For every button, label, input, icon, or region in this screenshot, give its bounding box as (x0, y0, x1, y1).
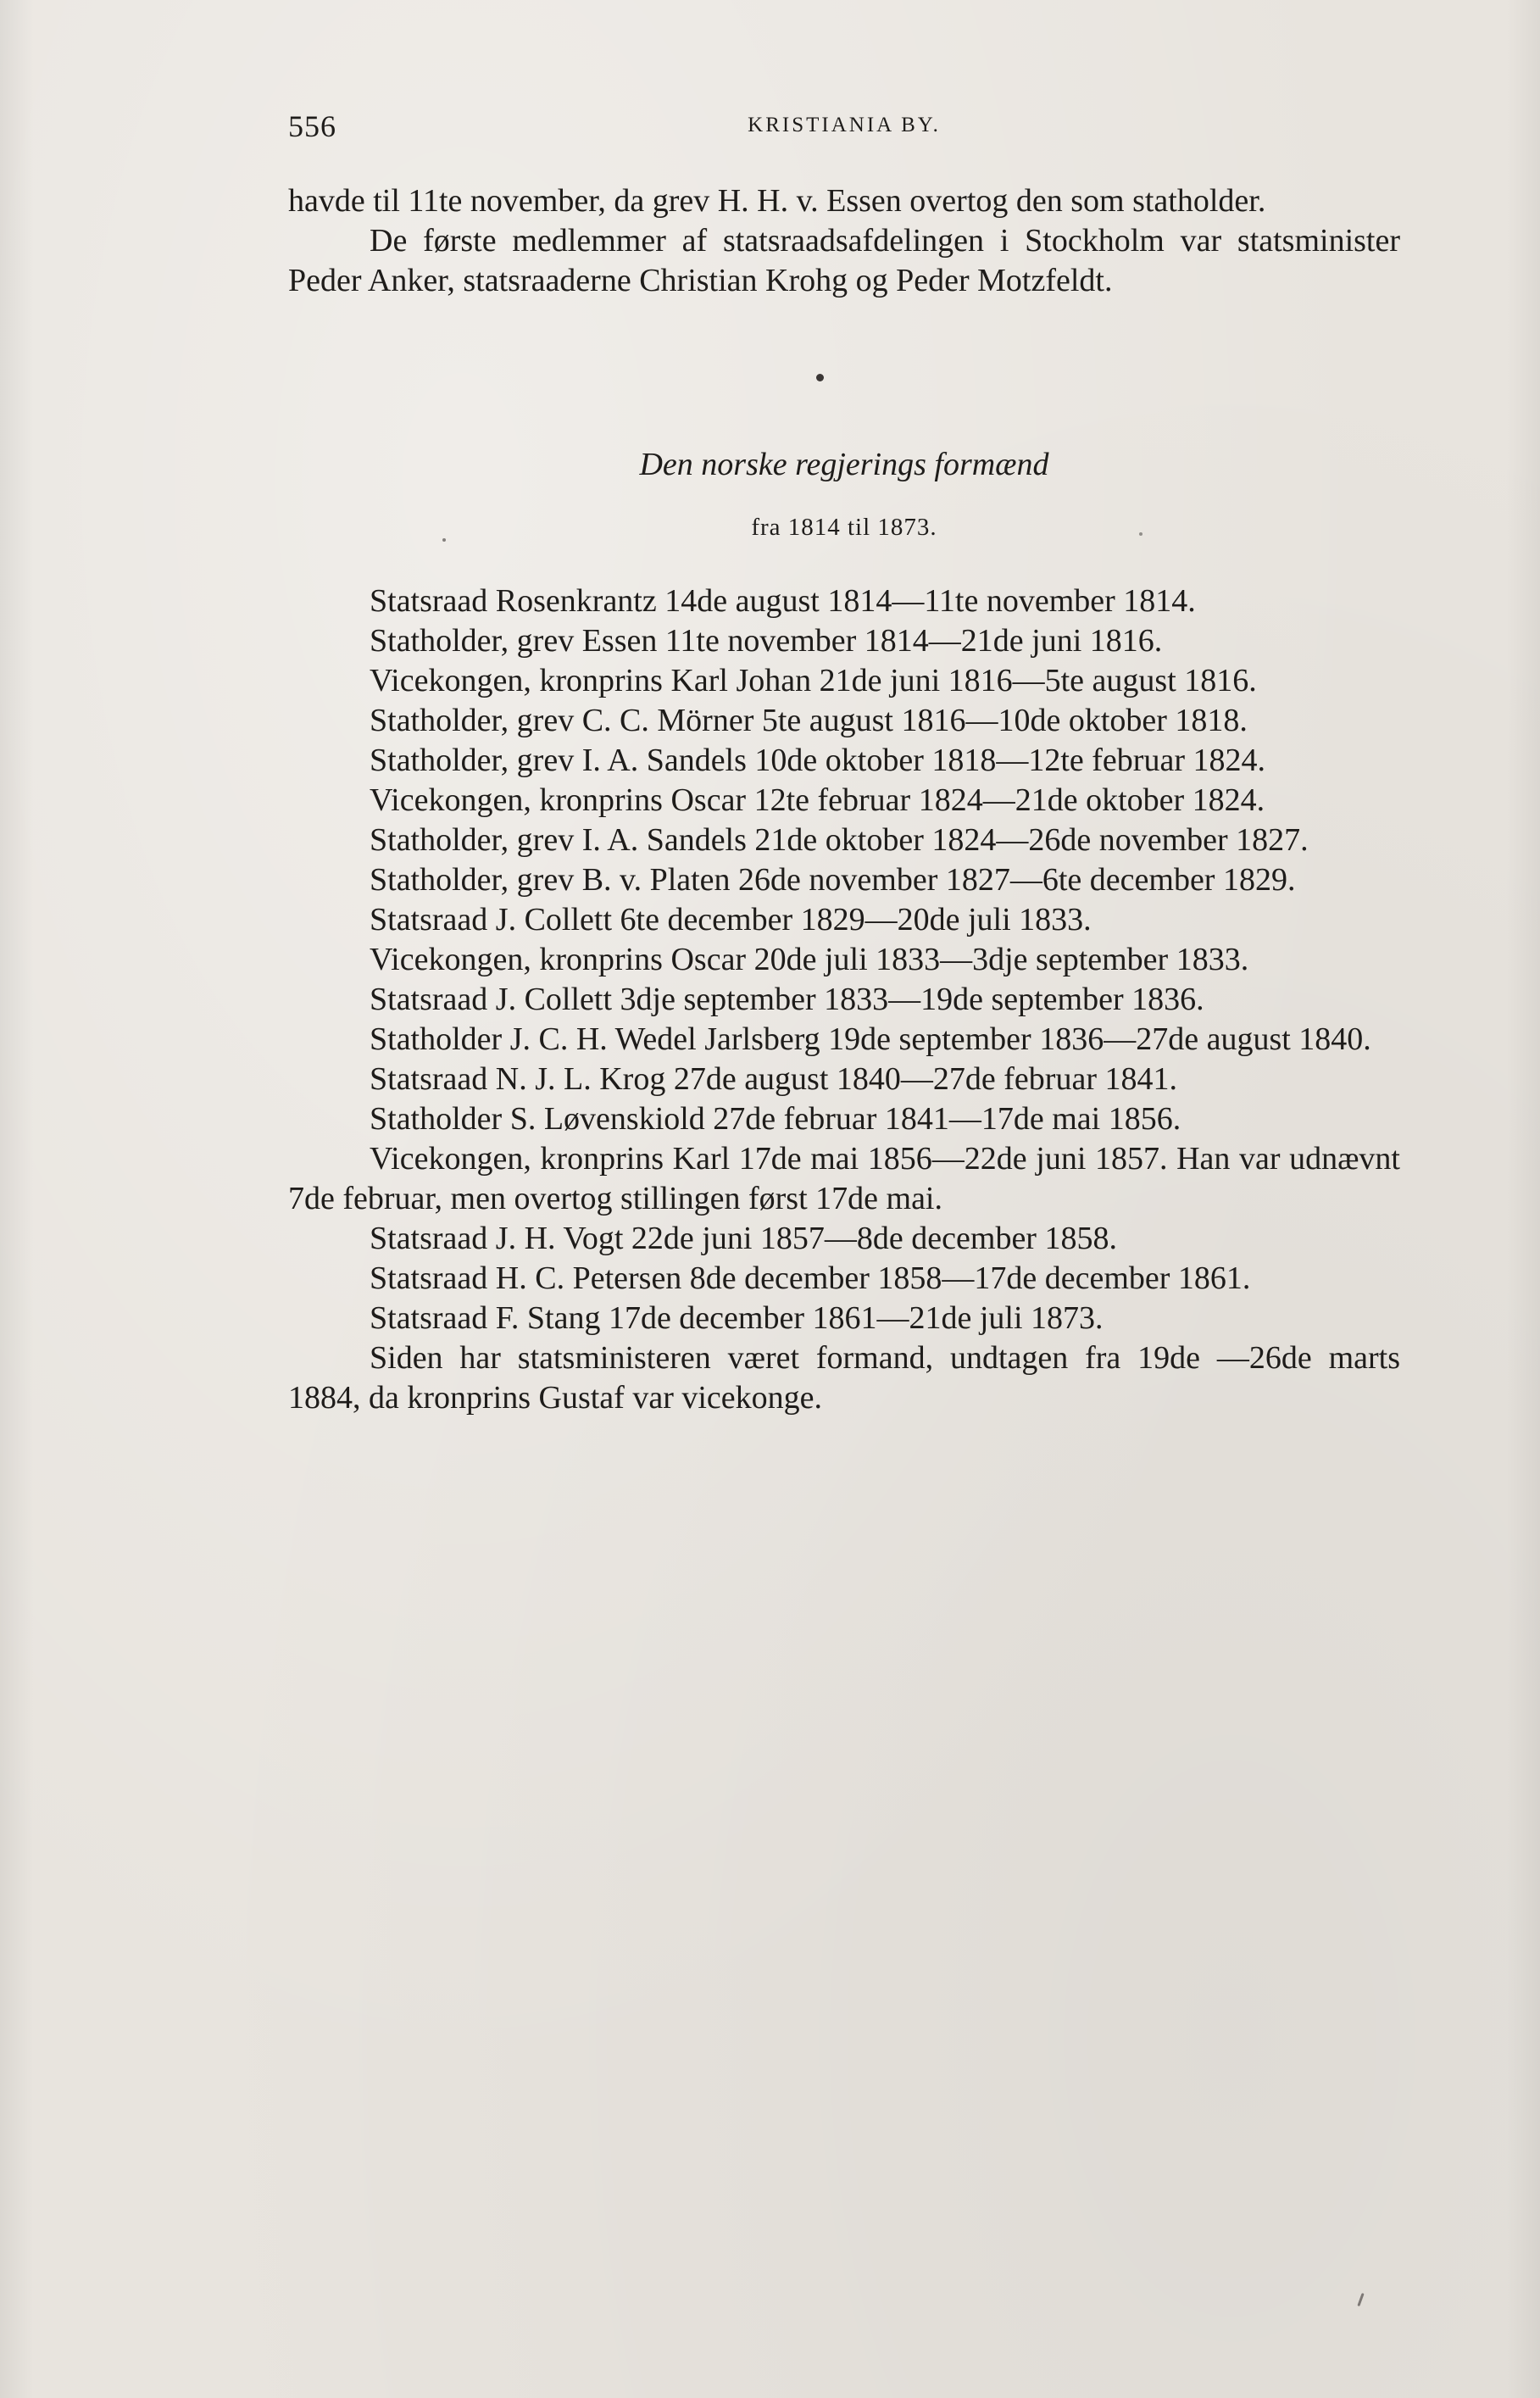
regency-list (288, 581, 1400, 1418)
list-item: Vicekongen, kronprins Karl Johan 21de juni 1816—5te august 1816. (370, 663, 1257, 698)
ink-speck (442, 538, 446, 542)
ink-speck (1139, 532, 1142, 536)
list-item: Statholder, grev I. A. Sandels 10de oktober 1818—12te februar 1824. (370, 743, 1265, 778)
section-title: Den norske regjerings formænd (639, 447, 1049, 482)
ink-speck (816, 374, 824, 381)
running-title: KRISTIANIA BY. (748, 114, 941, 136)
list-item: Statsraad J. Collett 6te december 1829—20de juli 1833. (370, 902, 1092, 938)
page-edge-shadow-right (1506, 0, 1540, 2398)
list-item: Statsraad Rosenkrantz 14de august 1814—11te november 1814. (370, 583, 1196, 619)
intro-paragraph: De første medlemmer af statsraadsafdelingen i Stockholm var statsminister Peder Anker, statsraaderne Christian Krohg og Peder Motzfeldt. (288, 223, 1400, 298)
list-item: Statsraad H. C. Petersen 8de december 1858—17de december 1861. (370, 1260, 1251, 1296)
list-item: Vicekongen, kronprins Oscar 20de juli 1833—3dje september 1833. (370, 942, 1249, 977)
list-item: Statholder S. Løvenskiold 27de februar 1841—17de mai 1856. (370, 1101, 1181, 1137)
list-item: Statsraad J. H. Vogt 22de juni 1857—8de december 1858. (370, 1221, 1117, 1256)
list-item: Statholder, grev Essen 11te november 1814—21de juni 1816. (370, 623, 1163, 659)
list-item: Statholder, grev B. v. Platen 26de november 1827—6te december 1829. (370, 862, 1296, 898)
page-number: 556 (288, 109, 336, 143)
intro-text (288, 181, 1400, 301)
running-head (288, 108, 1400, 149)
list-item: Statsraad N. J. L. Krog 27de august 1840—27de februar 1841. (370, 1061, 1177, 1097)
intro-paragraph-continued: havde til 11te november, da grev H. H. v. Essen overtog den som statholder. (288, 183, 1266, 219)
list-item: Siden har statsministeren været formand, undtagen fra 19de —26de marts 1884, da kronprins Gustaf var vicekonge. (288, 1340, 1400, 1416)
list-item: Statholder, grev C. C. Mörner 5te august 1816—10de oktober 1818. (370, 703, 1248, 738)
list-item: Statholder, grev I. A. Sandels 21de oktober 1824—26de november 1827. (370, 822, 1309, 858)
list-item: Vicekongen, kronprins Oscar 12te februar 1824—21de oktober 1824. (370, 782, 1265, 818)
list-item: Statholder J. C. H. Wedel Jarlsberg 19de september 1836—27de august 1840. (370, 1021, 1371, 1057)
list-item: Statsraad F. Stang 17de december 1861—21de juli 1873. (370, 1300, 1104, 1336)
page-edge-shadow-left (0, 0, 34, 2398)
ink-speck (1357, 2293, 1364, 2306)
list-item: Vicekongen, kronprins Karl 17de mai 1856—22de juni 1857. Han var udnævnt 7de februar, men overtog stillingen først 17de mai. (288, 1141, 1400, 1216)
section-subtitle: fra 1814 til 1873. (751, 514, 937, 541)
list-item: Statsraad J. Collett 3dje september 1833—19de september 1836. (370, 982, 1204, 1017)
